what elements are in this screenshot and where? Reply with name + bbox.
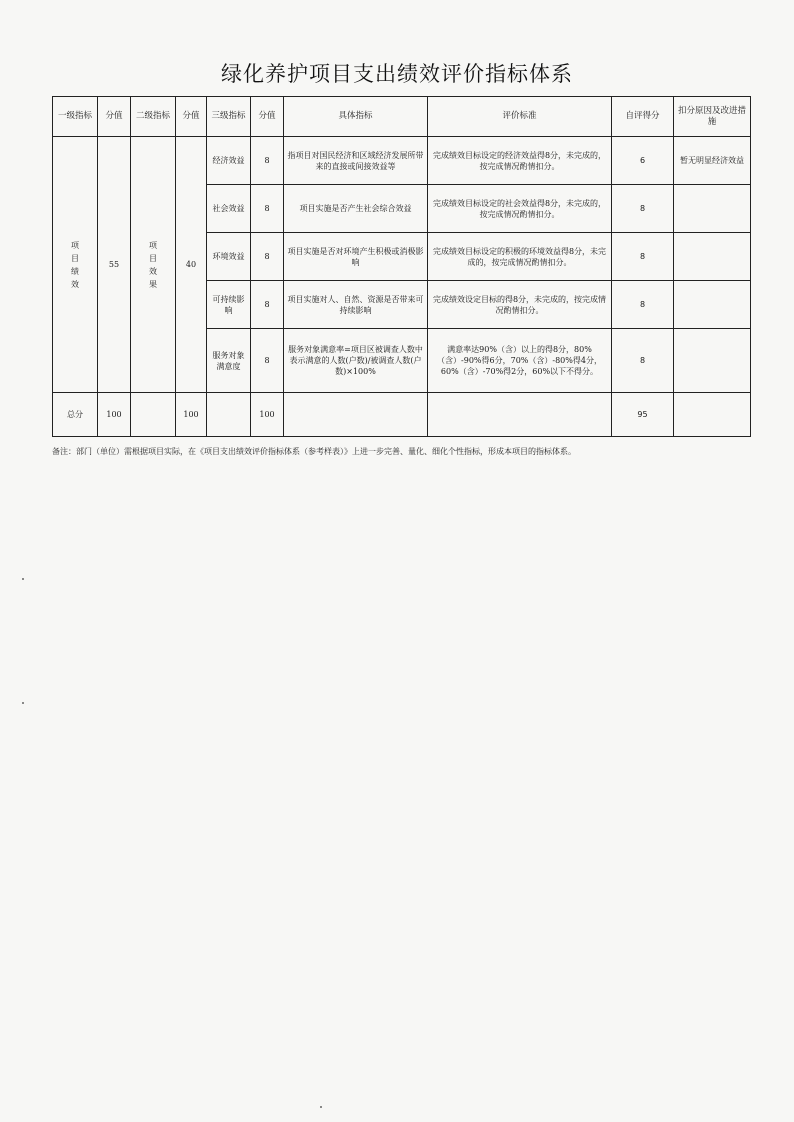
header-standard: 评价标准 (428, 97, 612, 137)
total-score1: 100 (98, 393, 131, 437)
indicator-table (52, 96, 751, 437)
group-level1: 项目绩效 (53, 137, 98, 393)
header-row (53, 97, 751, 137)
row-self-score: 6 (612, 137, 674, 185)
row-score: 8 (251, 329, 284, 393)
row-specific: 项目实施是否对环境产生积极或消极影响 (284, 233, 428, 281)
row-self-score: 8 (612, 233, 674, 281)
header-level2: 二级指标 (131, 97, 176, 137)
row-name: 可持续影响 (207, 281, 251, 329)
scan-speck (320, 1106, 322, 1108)
row-score: 8 (251, 185, 284, 233)
total-label: 总分 (53, 393, 98, 437)
row-standard: 满意率达90%（含）以上的得8分，80%（含）-90%得6分，70%（含）-80%得4分，60%（含）-70%得2分，60%以下不得分。 (428, 329, 612, 393)
row-specific: 服务对象满意率=项目区被调查人数中表示满意的人数(户数)/被调查人数(户数)×100% (284, 329, 428, 393)
row-specific: 项目实施是否产生社会综合效益 (284, 185, 428, 233)
row-name: 环境效益 (207, 233, 251, 281)
row-standard: 完成绩效目标设定的积极的环境效益得8分，未完成的，按完成情况酌情扣分。 (428, 233, 612, 281)
group-score2: 40 (176, 137, 207, 393)
header-score2: 分值 (176, 97, 207, 137)
header-self-score: 自评得分 (612, 97, 674, 137)
header-level3: 三级指标 (207, 97, 251, 137)
row-reason: 暂无明显经济效益 (674, 137, 751, 185)
header-score3: 分值 (251, 97, 284, 137)
header-level1: 一级指标 (53, 97, 98, 137)
group-level2: 项目效果 (131, 137, 176, 393)
header-specific: 具体指标 (284, 97, 428, 137)
row-name: 经济效益 (207, 137, 251, 185)
row-score: 8 (251, 233, 284, 281)
group-score1: 55 (98, 137, 131, 393)
page-title: 绿化养护项目支出绩效评价指标体系 (221, 62, 573, 86)
table-row (53, 137, 751, 185)
row-self-score: 8 (612, 329, 674, 393)
total-self-score: 95 (612, 393, 674, 437)
row-standard: 完成绩效目标设定的社会效益得8分，未完成的，按完成情况酌情扣分。 (428, 185, 612, 233)
row-standard: 完成绩效设定目标的得8分，未完成的，按完成情况酌情扣分。 (428, 281, 612, 329)
total-score2: 100 (176, 393, 207, 437)
row-name: 社会效益 (207, 185, 251, 233)
row-reason (674, 281, 751, 329)
total-score3: 100 (251, 393, 284, 437)
header-reason: 扣分原因及改进措施 (674, 97, 751, 137)
header-score1: 分值 (98, 97, 131, 137)
footnote: 备注：部门（单位）需根据项目实际，在《项目支出绩效评价指标体系（参考样表）》上进一步完善、量化、细化个性指标，形成本项目的指标体系。 (52, 447, 576, 456)
scan-speck (22, 578, 24, 580)
row-name: 服务对象满意度 (207, 329, 251, 393)
row-standard: 完成绩效目标设定的经济效益得8分，未完成的，按完成情况酌情扣分。 (428, 137, 612, 185)
row-specific: 指项目对国民经济和区域经济发展所带来的直接或间接效益等 (284, 137, 428, 185)
scan-speck (22, 702, 24, 704)
row-self-score: 8 (612, 185, 674, 233)
row-score: 8 (251, 137, 284, 185)
row-score: 8 (251, 281, 284, 329)
row-reason (674, 329, 751, 393)
total-row (53, 393, 751, 437)
row-specific: 项目实施对人、自然、资源是否带来可持续影响 (284, 281, 428, 329)
row-reason (674, 233, 751, 281)
row-reason (674, 185, 751, 233)
row-self-score: 8 (612, 281, 674, 329)
